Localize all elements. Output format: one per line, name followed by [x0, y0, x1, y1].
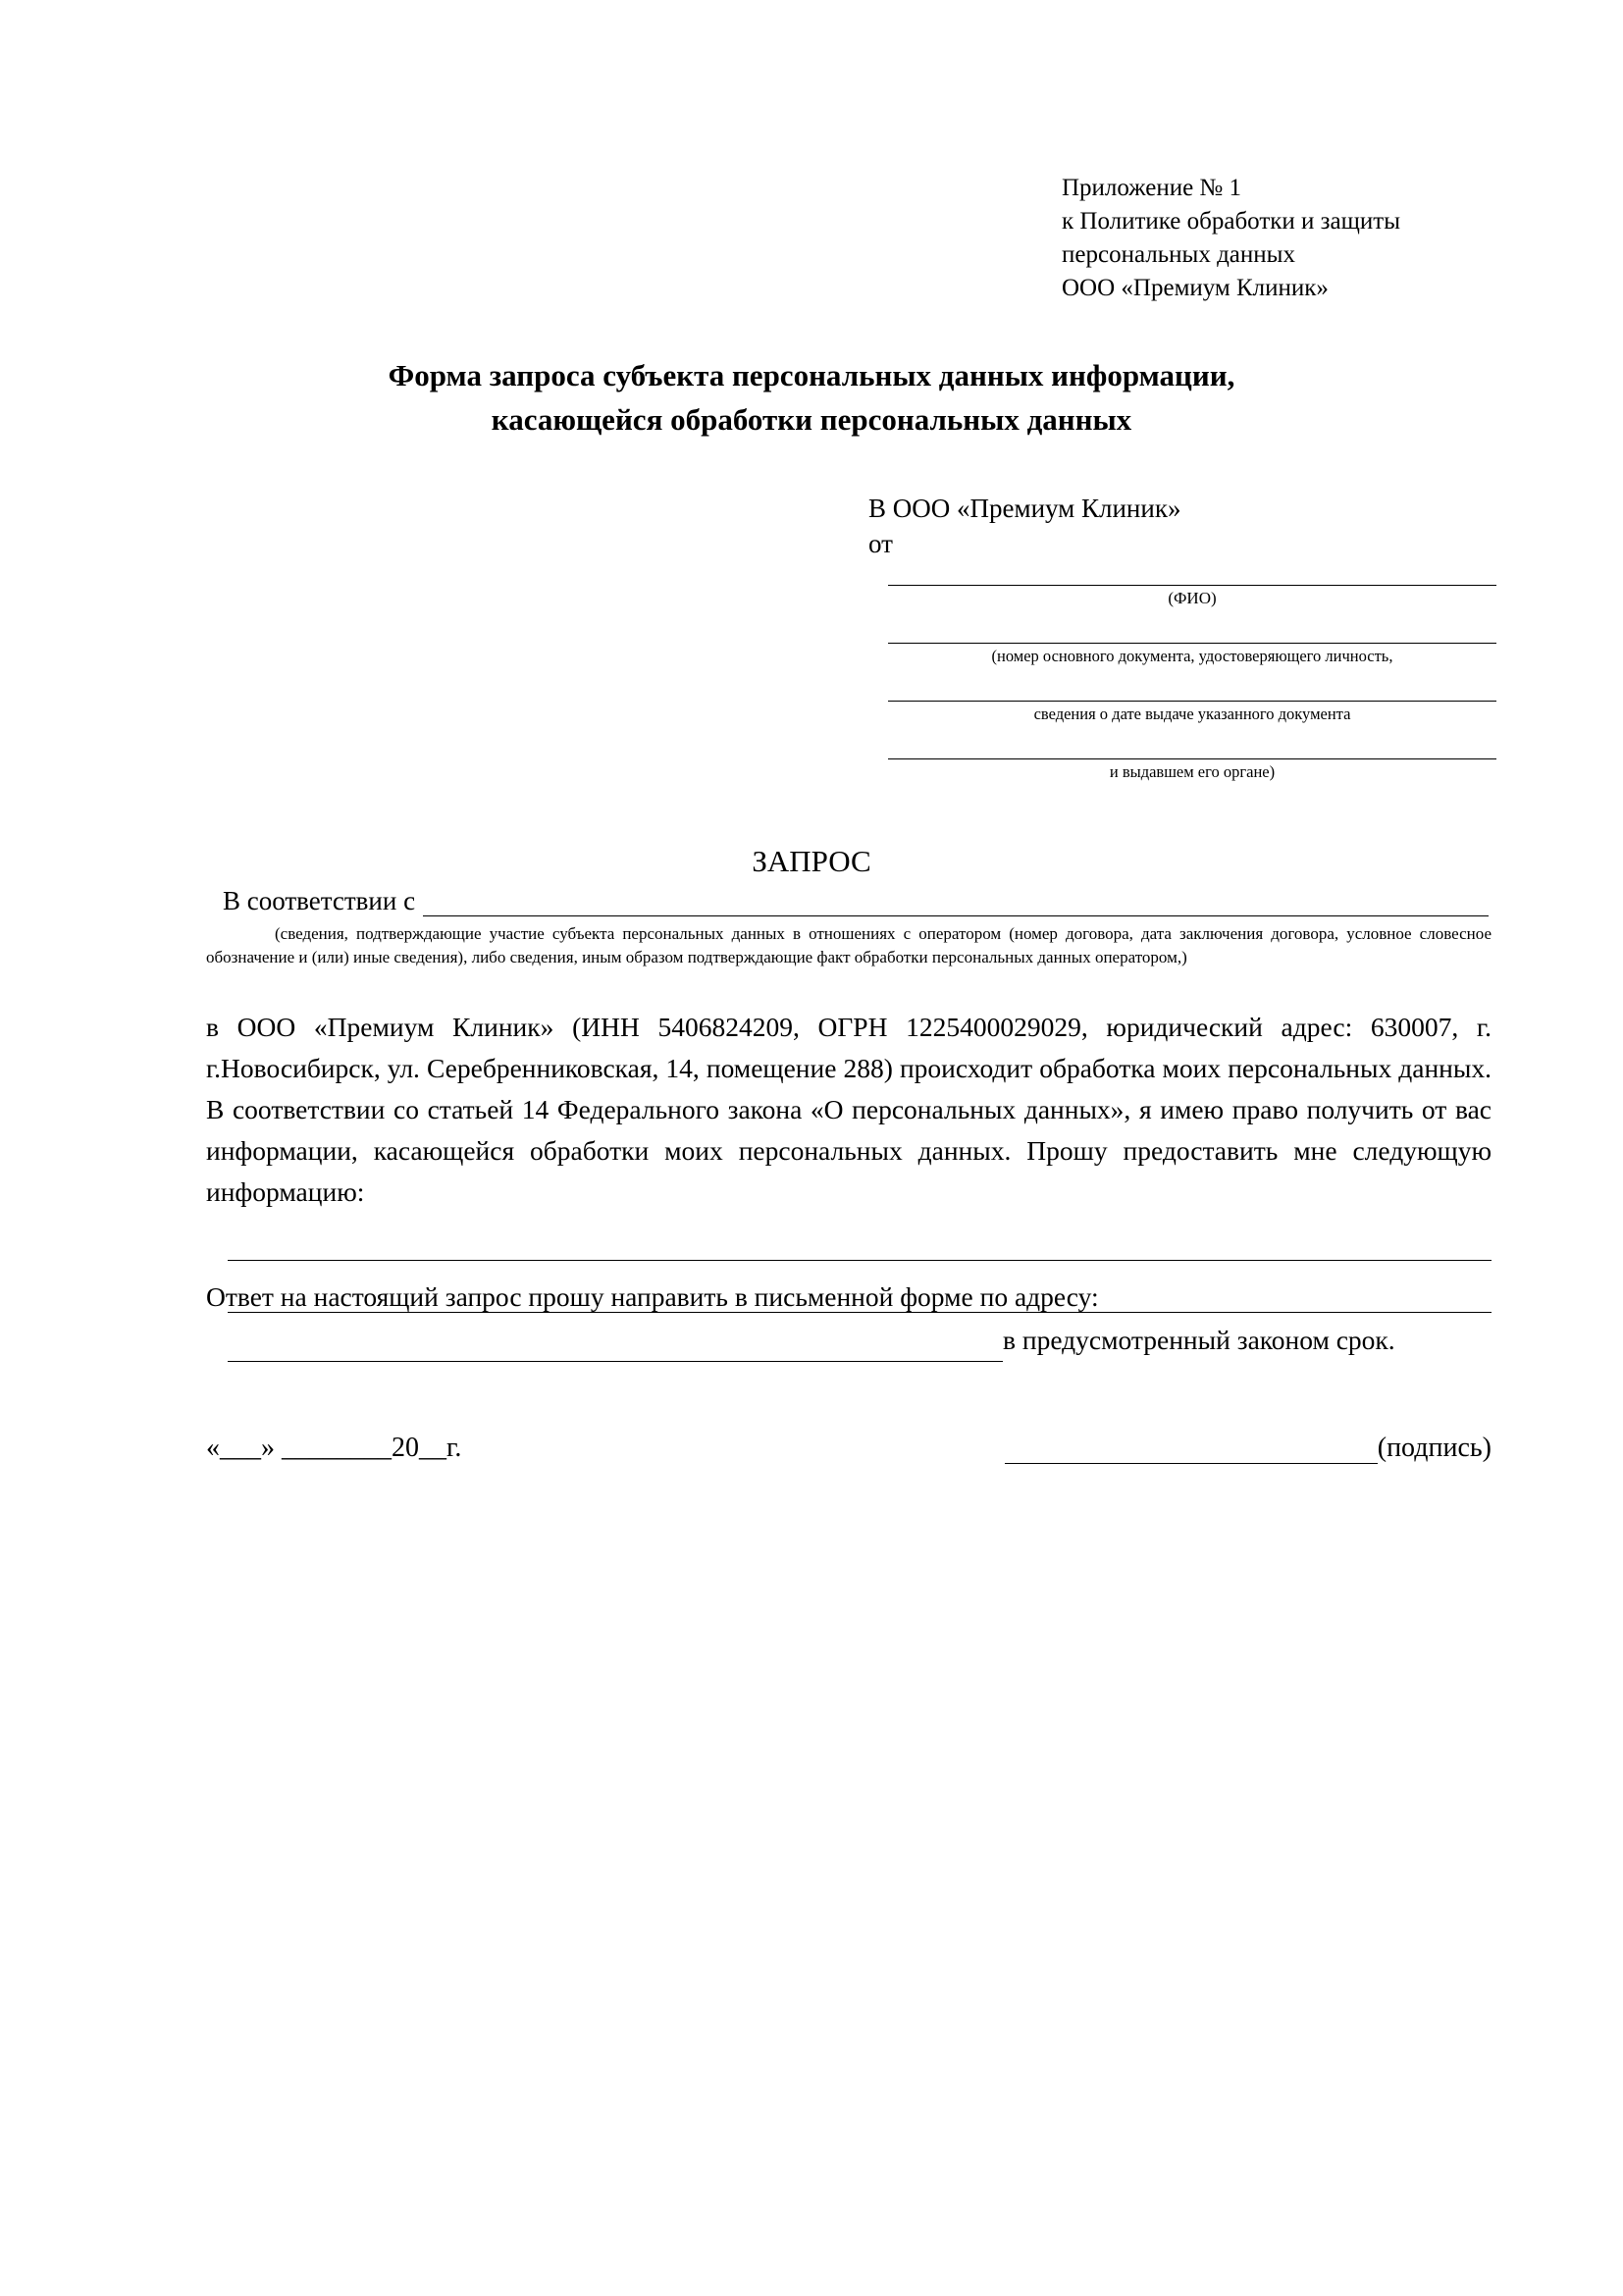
field-document-number-caption: (номер основного документа, удостоверяющего личность, — [991, 647, 1393, 665]
page-title — [223, 353, 1400, 442]
signature-label: (подпись) — [1377, 1433, 1492, 1463]
field-document-date-input[interactable] — [888, 675, 1496, 702]
accordance-line — [223, 886, 1489, 916]
appendix-line-4: ООО «Премиум Клиник» — [1062, 275, 1329, 301]
field-document-number — [888, 617, 1496, 667]
accordance-note-text: (сведения, подтверждающие участие субъекта персональных данных в отношениях с оператором (номер договора, дата заключения договора, условное словесное обозначение и (или) иные сведения), либо сведения, иным образом подтверждающие факт обработки персональных данных оператором,) — [206, 924, 1492, 966]
field-document-date — [888, 675, 1496, 725]
field-document-issuer-input[interactable] — [888, 733, 1496, 759]
appendix-header — [1062, 172, 1572, 305]
information-request-line-1[interactable] — [228, 1209, 1492, 1261]
appendix-line-1: Приложение № 1 — [1062, 175, 1242, 201]
accordance-note — [206, 922, 1492, 969]
field-document-issuer — [888, 733, 1496, 783]
applicant-fields — [888, 559, 1496, 791]
addressee-organization: В ООО «Премиум Клиник» — [868, 494, 1181, 523]
closing-tail-text: в предусмотренный законом срок. — [1003, 1325, 1395, 1355]
signature-input[interactable] — [1005, 1435, 1378, 1464]
field-fullname-input[interactable] — [888, 559, 1496, 586]
closing-line-2 — [206, 1319, 1492, 1362]
field-document-date-caption: сведения о дате выдаче указанного документа — [1033, 704, 1351, 723]
signature-row — [206, 1433, 1492, 1464]
field-document-number-input[interactable] — [888, 617, 1496, 644]
field-document-issuer-caption: и выдавшем его органе) — [1109, 762, 1276, 781]
closing-block — [206, 1276, 1492, 1362]
addressee-from-label: от — [868, 529, 893, 558]
accordance-label: В соответствии с — [223, 886, 416, 915]
page-title-line-1: Форма запроса субъекта персональных данных информации, — [388, 358, 1235, 392]
accordance-input[interactable] — [423, 889, 1489, 916]
appendix-line-2: к Политике обработки и защиты — [1062, 208, 1401, 235]
date-field[interactable]: «___» ________20__г. — [206, 1433, 462, 1463]
page-title-line-2: касающейся обработки персональных данных — [491, 402, 1132, 437]
request-heading: ЗАПРОС — [752, 844, 871, 878]
field-fullname — [888, 559, 1496, 609]
signature-field — [1005, 1433, 1492, 1464]
appendix-line-3: персональных данных — [1062, 241, 1295, 268]
request-body: в ООО «Премиум Клиник» (ИНН 5406824209, ОГРН 1225400029029, юридический адрес: 630007, г. г.Новосибирск, ул. Серебренниковская, 14, помещение 288) происходит обработка моих персональных данных. В соответствии со статьей 14 Федерального закона «О персональных данных», я имею право получить от вас информации, касающейся обработки моих персональных данных. Прошу предоставить мне следующую информацию: — [206, 1012, 1492, 1207]
address-input[interactable] — [228, 1331, 1003, 1362]
field-fullname-caption: (ФИО) — [1168, 589, 1217, 607]
closing-line-1: Ответ на настоящий запрос прошу направить в письменной форме по адресу: — [206, 1281, 1099, 1312]
addressee-block — [868, 491, 1496, 561]
